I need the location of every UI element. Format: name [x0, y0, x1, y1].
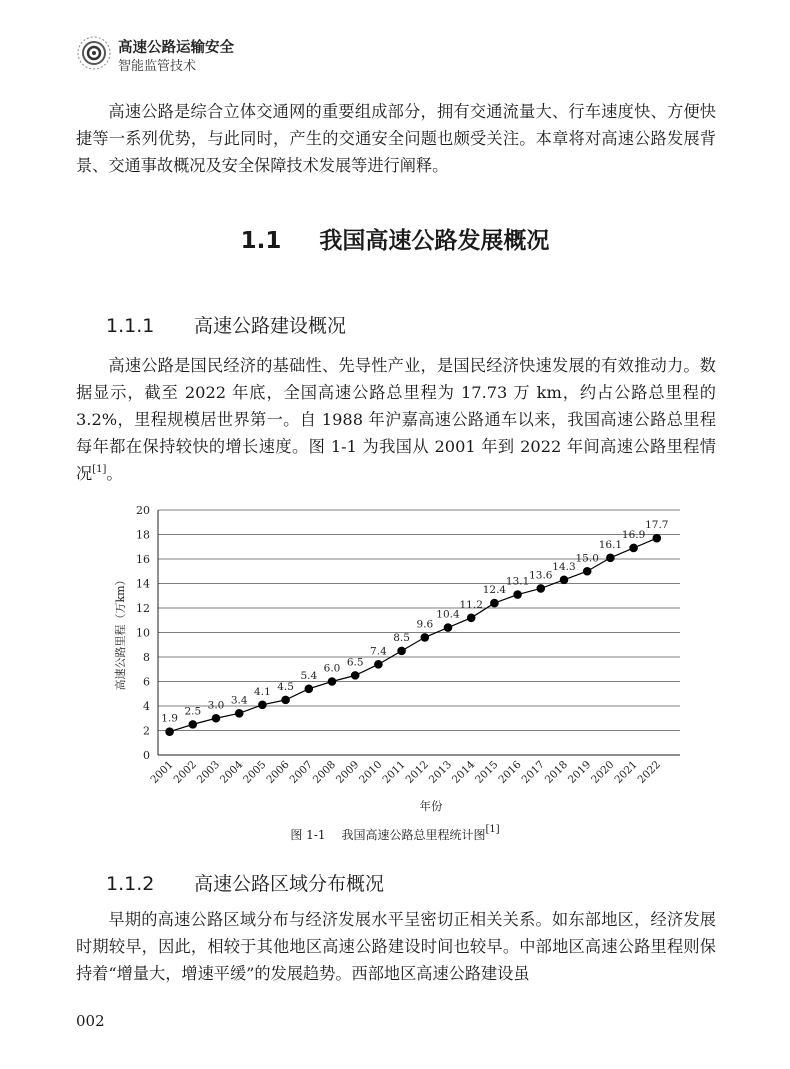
- data-point: [583, 567, 592, 576]
- y-tick-label: 18: [136, 528, 150, 542]
- y-tick-label: 20: [136, 504, 150, 517]
- section-heading: [0, 222, 790, 255]
- data-point: [165, 727, 174, 736]
- data-label: 2.5: [184, 705, 202, 718]
- data-point: [189, 720, 198, 729]
- data-point: [537, 584, 546, 593]
- data-point: [490, 599, 499, 608]
- data-point: [328, 677, 337, 686]
- section-title: 我国高速公路发展概况: [319, 228, 550, 254]
- y-tick-label: 8: [143, 651, 150, 664]
- x-tick-label: 2011: [380, 758, 408, 787]
- figure-number: 图 1-1: [290, 828, 326, 842]
- data-label: 11.2: [459, 598, 483, 611]
- x-axis-title: 年份: [419, 799, 443, 813]
- x-tick-label: 2004: [217, 758, 246, 787]
- subsection-2-paragraph: 早期的高速公路区域分布与经济发展水平呈密切正相关关系。如东部地区，经济发展时期较早，因此，相较于其他地区高速公路建设时间也较早。中部地区高速公路里程则保持着“增量大，增速平缓”的发展趋势。西部地区高速公路建设虽: [76, 910, 716, 983]
- y-tick-label: 2: [143, 724, 150, 738]
- y-tick-label: 14: [136, 577, 150, 591]
- book-logo-icon: [76, 35, 112, 71]
- citation-ref: [1]: [92, 464, 107, 475]
- data-label: 3.4: [230, 694, 248, 707]
- header-subtitle: 智能监管技术: [118, 59, 197, 74]
- x-tick-label: 2005: [241, 758, 269, 787]
- x-tick-label: 2020: [589, 758, 617, 787]
- data-label: 16.1: [598, 538, 623, 551]
- data-label: 3.0: [207, 699, 225, 712]
- x-tick-label: 2018: [542, 758, 571, 787]
- data-point: [281, 696, 290, 705]
- x-tick-label: 2016: [496, 758, 524, 787]
- data-label: 4.5: [277, 680, 294, 693]
- y-tick-label: 10: [136, 626, 150, 640]
- subsection-1-text: 高速公路是国民经济的基础性、先导性产业，是国民经济快速发展的有效推动力。数据显示，截至 2022 年底，全国高速公路总里程为 17.73 万 km，约占公路总里程的 3.2%，里程规模居世界第一。自 1988 年沪嘉高速公路通车以来，我国高速公路总里程每年都在保持较快的增长速度。图 1-1 为我国从 2001 年到 2022 年间高速公路里程情况: [76, 356, 716, 483]
- data-label: 12.4: [482, 584, 507, 597]
- subsection-heading-2: [106, 869, 384, 896]
- data-point: [653, 534, 662, 543]
- x-tick-label: 2021: [612, 758, 640, 787]
- x-tick-label: 2008: [310, 758, 339, 787]
- data-label: 16.9: [621, 528, 646, 541]
- subsection-heading-1: [106, 311, 346, 338]
- figure-caption: [0, 826, 790, 843]
- page-number: 002: [76, 1012, 105, 1030]
- x-tick-label: 2019: [565, 758, 594, 787]
- data-label: 15.0: [575, 552, 599, 565]
- x-tick-label: 2001: [148, 758, 176, 787]
- data-point: [374, 660, 383, 669]
- data-point: [606, 553, 615, 562]
- header-title: 高速公路运输安全: [118, 40, 234, 56]
- x-tick-label: 2022: [635, 758, 663, 787]
- mileage-line-chart: [110, 500, 690, 820]
- data-label: 1.9: [161, 712, 178, 725]
- section-number: 1.1: [240, 228, 282, 254]
- subsection-number-2: 1.1.2: [106, 873, 155, 895]
- data-label: 10.4: [436, 608, 460, 621]
- data-point: [351, 671, 360, 680]
- data-point: [444, 623, 453, 632]
- data-point: [560, 576, 569, 585]
- x-tick-label: 2006: [264, 758, 292, 787]
- x-tick-label: 2007: [287, 758, 315, 787]
- data-point: [258, 700, 267, 709]
- x-tick-label: 2002: [171, 758, 199, 787]
- data-label: 17.7: [645, 519, 669, 532]
- figure-caption-text: 我国高速公路总里程统计图: [341, 828, 486, 842]
- y-tick-label: 4: [143, 700, 150, 713]
- data-label: 6.5: [346, 656, 364, 669]
- data-label: 6.0: [323, 662, 341, 675]
- y-tick-label: 6: [143, 675, 150, 689]
- data-label: 5.4: [300, 669, 318, 682]
- x-tick-label: 2015: [473, 758, 501, 787]
- intro-paragraph: 高速公路是综合立体交通网的重要组成部分，拥有交通流量大、行车速度快、方便快捷等一系列优势，与此同时，产生的交通安全问题也颇受关注。本章将对高速公路发展背景、交通事故概况及安全保障技术发展等进行阐释。: [76, 102, 716, 175]
- data-label: 7.4: [370, 645, 387, 658]
- subsection-1-paragraph: [76, 352, 716, 487]
- subsection-number-1: 1.1.1: [106, 315, 155, 337]
- data-label: 4.1: [254, 685, 271, 698]
- sentence-end: 。: [106, 464, 123, 483]
- x-tick-label: 2003: [194, 758, 223, 787]
- subsection-title-2: 高速公路区域分布概况: [194, 873, 385, 895]
- data-point: [467, 614, 476, 623]
- data-label: 13.1: [505, 575, 530, 588]
- data-label: 14.3: [552, 560, 576, 573]
- data-label: 8.5: [393, 631, 410, 644]
- data-point: [235, 709, 244, 718]
- data-point: [305, 685, 314, 694]
- data-label: 13.6: [529, 569, 553, 582]
- data-point: [421, 633, 430, 642]
- data-point: [513, 590, 522, 599]
- x-tick-label: 2009: [333, 758, 362, 787]
- x-tick-label: 2017: [519, 758, 547, 787]
- data-point: [397, 647, 406, 656]
- x-tick-label: 2010: [357, 758, 385, 787]
- x-tick-label: 2014: [449, 758, 478, 787]
- figure-citation-ref: [1]: [485, 824, 500, 835]
- data-point: [212, 714, 221, 723]
- x-tick-label: 2012: [403, 758, 431, 787]
- subsection-title-1: 高速公路建设概况: [194, 315, 347, 337]
- y-tick-label: 0: [143, 749, 150, 762]
- y-tick-label: 16: [136, 553, 150, 566]
- data-label: 9.6: [416, 618, 434, 631]
- y-tick-label: 12: [136, 602, 150, 615]
- x-tick-label: 2013: [426, 758, 455, 787]
- y-axis-title: 高速公路里程（万km）: [114, 574, 127, 691]
- data-point: [629, 544, 638, 553]
